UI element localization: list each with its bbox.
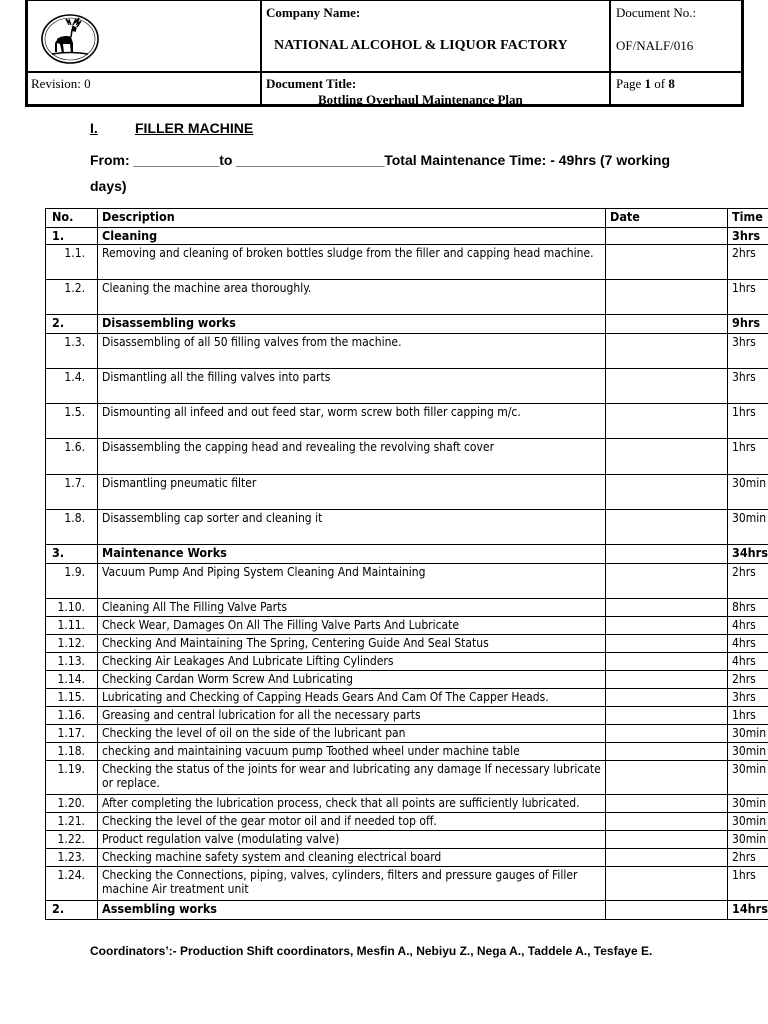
cell-description: Checking And Maintaining The Spring, Centering Guide And Seal Status — [98, 635, 606, 653]
cell-date — [606, 545, 728, 564]
cell-time: 30min — [728, 795, 768, 813]
cell-description: Disassembling of all 50 filling valves from the machine. — [98, 334, 606, 369]
cell-description: Checking the Connections, piping, valves, cylinders, filters and pressure gauges of Filler machine Air treatment unit — [98, 867, 606, 901]
table-section-row — [46, 315, 768, 334]
cell-time: 4hrs — [728, 617, 768, 635]
table-header-row — [46, 209, 768, 228]
revision: Revision: 0 — [31, 76, 91, 91]
schedule-line: From: ___________to ___________________Total Maintenance Time: - 49hrs (7 working days) — [90, 152, 671, 194]
cell-no: 1.21. — [46, 813, 98, 831]
cell-description: Disassembling cap sorter and cleaning it — [98, 510, 606, 545]
cell-date — [606, 369, 728, 404]
cell-time: 2hrs — [728, 849, 768, 867]
cell-date — [606, 795, 728, 813]
cell-description: Assembling works — [98, 901, 606, 920]
cell-description: Checking machine safety system and cleaning electrical board — [98, 849, 606, 867]
table-row — [46, 245, 768, 280]
page-indicator: Page 1 of 8 — [616, 76, 675, 91]
cell-no: 1.17. — [46, 725, 98, 743]
cell-time: 30min — [728, 831, 768, 849]
table-row — [46, 439, 768, 475]
cell-date — [606, 867, 728, 901]
cell-no: 1.22. — [46, 831, 98, 849]
table-row — [46, 761, 768, 795]
cell-description: checking and maintaining vacuum pump Toothed wheel under machine table — [98, 743, 606, 761]
table-row — [46, 599, 768, 617]
cell-no: 1.14. — [46, 671, 98, 689]
column-header-description: Description — [98, 209, 606, 228]
cell-date — [606, 831, 728, 849]
cell-no: 1.13. — [46, 653, 98, 671]
cell-time: 30min — [728, 813, 768, 831]
cell-description: Cleaning — [98, 228, 606, 245]
cell-description: Removing and cleaning of broken bottles sludge from the filler and capping head machine. — [98, 245, 606, 280]
cell-date — [606, 599, 728, 617]
cell-date — [606, 671, 728, 689]
table-row — [46, 475, 768, 510]
cell-description: Check Wear, Damages On All The Filling Valve Parts And Lubricate — [98, 617, 606, 635]
cell-no: 1.20. — [46, 795, 98, 813]
coordinators-note: Coordinators’:- Production Shift coordinators, Mesfin A., Nebiyu Z., Nega A., Taddele A., Tesfaye E. — [90, 944, 653, 958]
cell-no: 1.15. — [46, 689, 98, 707]
cell-no: 1.23. — [46, 849, 98, 867]
cell-no: 3. — [46, 545, 98, 564]
cell-no: 1.5. — [46, 404, 98, 439]
section-heading — [90, 120, 253, 136]
cell-time: 14hrs — [728, 901, 768, 920]
cell-no: 1.4. — [46, 369, 98, 404]
cell-description: Disassembling the capping head and revealing the revolving shaft cover — [98, 439, 606, 475]
column-header-date: Date — [606, 209, 728, 228]
cell-no: 1.1. — [46, 245, 98, 280]
cell-description: Cleaning the machine area thoroughly. — [98, 280, 606, 315]
cell-date — [606, 813, 728, 831]
cell-time: 2hrs — [728, 671, 768, 689]
cell-no: 1. — [46, 228, 98, 245]
table-row — [46, 867, 768, 901]
cell-date — [606, 901, 728, 920]
cell-time: 1hrs — [728, 439, 768, 475]
cell-description: Dismantling all the filling valves into parts — [98, 369, 606, 404]
cell-date — [606, 510, 728, 545]
document-header — [25, 0, 744, 107]
cell-no: 1.24. — [46, 867, 98, 901]
cell-time: 1hrs — [728, 867, 768, 901]
cell-date — [606, 315, 728, 334]
table-row — [46, 725, 768, 743]
cell-date — [606, 689, 728, 707]
table-row — [46, 849, 768, 867]
section-title: FILLER MACHINE — [135, 120, 254, 136]
table-row — [46, 671, 768, 689]
document-title: Bottling Overhaul Maintenance Plan — [318, 92, 523, 107]
cell-description: Product regulation valve (modulating valve) — [98, 831, 606, 849]
section-number: I. — [90, 120, 98, 136]
cell-description: Cleaning All The Filling Valve Parts — [98, 599, 606, 617]
table-row — [46, 404, 768, 439]
cell-time: 4hrs — [728, 635, 768, 653]
table-section-row — [46, 901, 768, 920]
cell-no: 1.9. — [46, 564, 98, 599]
cell-no: 1.7. — [46, 475, 98, 510]
cell-description: Checking Cardan Worm Screw And Lubricating — [98, 671, 606, 689]
table-row — [46, 653, 768, 671]
cell-time: 3hrs — [728, 369, 768, 404]
cell-date — [606, 475, 728, 510]
cell-description: Checking the status of the joints for wear and lubricating any damage If necessary lubricate or replace. — [98, 761, 606, 795]
cell-no: 1.3. — [46, 334, 98, 369]
table-row — [46, 369, 768, 404]
table-row — [46, 280, 768, 315]
table-section-row — [46, 545, 768, 564]
document-number-label: Document No.: — [616, 5, 697, 20]
cell-date — [606, 761, 728, 795]
company-name-label: Company Name: — [266, 5, 361, 20]
cell-description: Checking the level of the gear motor oil and if needed top off. — [98, 813, 606, 831]
cell-description: Checking the level of oil on the side of the lubricant pan — [98, 725, 606, 743]
cell-time: 3hrs — [728, 228, 768, 245]
table-section-row — [46, 228, 768, 245]
cell-date — [606, 564, 728, 599]
cell-date — [606, 725, 728, 743]
cell-time: 2hrs — [728, 245, 768, 280]
cell-no: 2. — [46, 315, 98, 334]
cell-no: 1.2. — [46, 280, 98, 315]
cell-time: 1hrs — [728, 404, 768, 439]
table-row — [46, 743, 768, 761]
cell-date — [606, 439, 728, 475]
cell-date — [606, 617, 728, 635]
cell-description: Dismantling pneumatic filter — [98, 475, 606, 510]
cell-time: 8hrs — [728, 599, 768, 617]
cell-no: 1.18. — [46, 743, 98, 761]
document-title-label: Document Title: — [266, 76, 357, 91]
cell-time: 3hrs — [728, 689, 768, 707]
table-row — [46, 334, 768, 369]
cell-date — [606, 245, 728, 280]
cell-time: 30min — [728, 743, 768, 761]
cell-no: 1.19. — [46, 761, 98, 795]
table-row — [46, 564, 768, 599]
cell-description: Vacuum Pump And Piping System Cleaning And Maintaining — [98, 564, 606, 599]
cell-time: 2hrs — [728, 564, 768, 599]
company-name: NATIONAL ALCOHOL & LIQUOR FACTORY — [274, 38, 568, 53]
cell-description: Maintenance Works — [98, 545, 606, 564]
column-header-no: No. — [46, 209, 98, 228]
table-row — [46, 707, 768, 725]
cell-description: Lubricating and Checking of Capping Heads Gears And Cam Of The Capper Heads. — [98, 689, 606, 707]
cell-time: 34hrs — [728, 545, 768, 564]
cell-date — [606, 707, 728, 725]
cell-time: 1hrs — [728, 280, 768, 315]
cell-no: 2. — [46, 901, 98, 920]
cell-no: 1.16. — [46, 707, 98, 725]
cell-date — [606, 228, 728, 245]
cell-date — [606, 653, 728, 671]
cell-date — [606, 280, 728, 315]
cell-date — [606, 849, 728, 867]
maintenance-table — [45, 208, 768, 920]
column-header-time: Time — [728, 209, 768, 228]
cell-no: 1.11. — [46, 617, 98, 635]
cell-no: 1.12. — [46, 635, 98, 653]
table-row — [46, 689, 768, 707]
table-row — [46, 510, 768, 545]
table-row — [46, 831, 768, 849]
cell-date — [606, 404, 728, 439]
table-row — [46, 635, 768, 653]
cell-description: After completing the lubrication process, check that all points are sufficiently lubricated. — [98, 795, 606, 813]
cell-no: 1.10. — [46, 599, 98, 617]
cell-time: 9hrs — [728, 315, 768, 334]
cell-description: Checking Air Leakages And Lubricate Lifting Cylinders — [98, 653, 606, 671]
table-row — [46, 617, 768, 635]
table-row — [46, 813, 768, 831]
cell-no: 1.8. — [46, 510, 98, 545]
cell-time: 30min — [728, 761, 768, 795]
cell-description: Greasing and central lubrication for all the necessary parts — [98, 707, 606, 725]
cell-time: 30min — [728, 510, 768, 545]
stag-emblem-icon — [40, 13, 100, 65]
cell-time: 30min — [728, 475, 768, 510]
cell-time: 1hrs — [728, 707, 768, 725]
cell-time: 3hrs — [728, 334, 768, 369]
cell-description: Disassembling works — [98, 315, 606, 334]
cell-no: 1.6. — [46, 439, 98, 475]
document-number: OF/NALF/016 — [616, 38, 694, 53]
cell-time: 30min — [728, 725, 768, 743]
cell-date — [606, 334, 728, 369]
table-row — [46, 795, 768, 813]
cell-date — [606, 743, 728, 761]
cell-time: 4hrs — [728, 653, 768, 671]
cell-date — [606, 635, 728, 653]
cell-description: Dismounting all infeed and out feed star, worm screw both filler capping m/c. — [98, 404, 606, 439]
